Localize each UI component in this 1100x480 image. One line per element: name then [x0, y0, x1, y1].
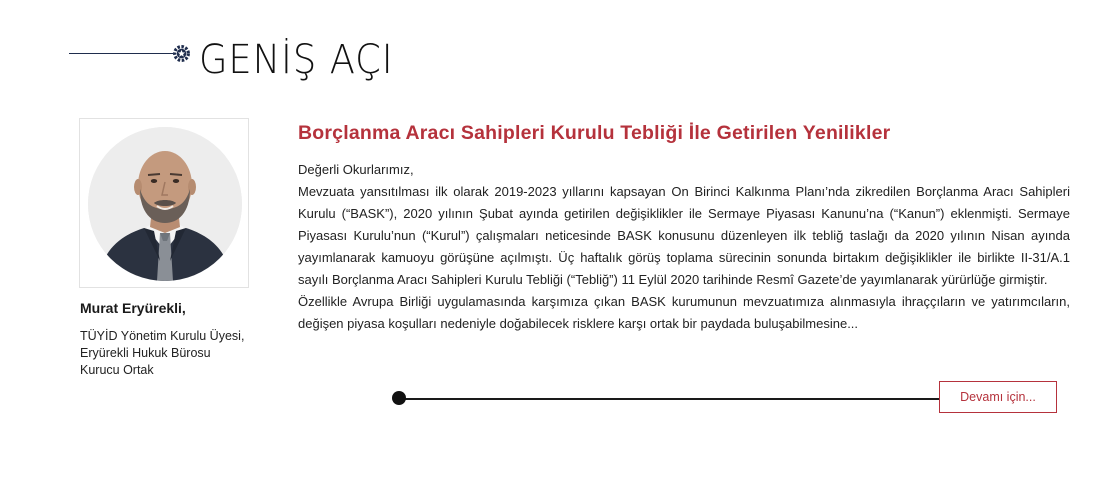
article-paragraph: Değerli Okurlarımız, — [298, 162, 414, 177]
author-photo-frame — [79, 118, 249, 288]
article-paragraph: Mevzuata yansıtılması ilk olarak 2019-2023 yıllarını kapsayan On Birinci Kalkınma Planı’nda zikredilen Borçlanma Aracı Sahipleri Kurulu (“BASK”), 2020 yılının Şubat ayında getirilen değişiklikler ile Sermaye Piyasası Kanunu’na (“Kanun”) eklenmişti. Sermaye Piyasası Kurulu’nun (“Kurul”) çalışmaları neticesinde BASK konusunu düzenleyen ilk tebliğ taslağı da 2020 yılının Nisan ayında yayımlanarak kamuoyu görüşüne açılmıştı. Üç haftalık görüş toplama sürecinin sonunda birtakım değişiklikler ile birlikte II-31/A.1 sayılı Borçlanma Aracı Sahipleri Kurulu Tebliği (“Tebliğ”) 11 Eylül 2020 tarihinde Resmî Gazete’de yayımlanarak yürürlüğe girmiştir. — [298, 184, 1070, 287]
author-role-line: Eryürekli Hukuk Bürosu — [80, 346, 211, 360]
article-body — [298, 159, 1070, 335]
footer-dot — [392, 391, 406, 405]
author-role-line: Kurucu Ortak — [80, 363, 154, 377]
author-role-line: TÜYİD Yönetim Kurulu Üyesi, — [80, 329, 245, 343]
article-title: Borçlanma Aracı Sahipleri Kurulu Tebliği İle Getirilen Yenilikler — [298, 122, 891, 144]
gear-star-icon — [172, 44, 191, 63]
author-role — [80, 328, 280, 379]
section-title: GENİŞ AÇI — [199, 37, 394, 83]
footer-rule — [399, 398, 939, 400]
article-paragraph: Özellikle Avrupa Birliği uygulamasında karşımıza çıkan BASK kurumunun mevzuatımıza alınmasıyla ihraççıların ve yatırımcıların, değişen piyasa koşulları nedeniyle doğabilecek risklere karşı ortak bir paydada buluşabilmesine... — [298, 294, 1070, 331]
header-rule — [69, 53, 173, 54]
read-more-button[interactable]: Devamı için... — [939, 381, 1057, 413]
author-photo — [88, 127, 242, 281]
author-name: Murat Eryürekli, — [80, 300, 186, 316]
